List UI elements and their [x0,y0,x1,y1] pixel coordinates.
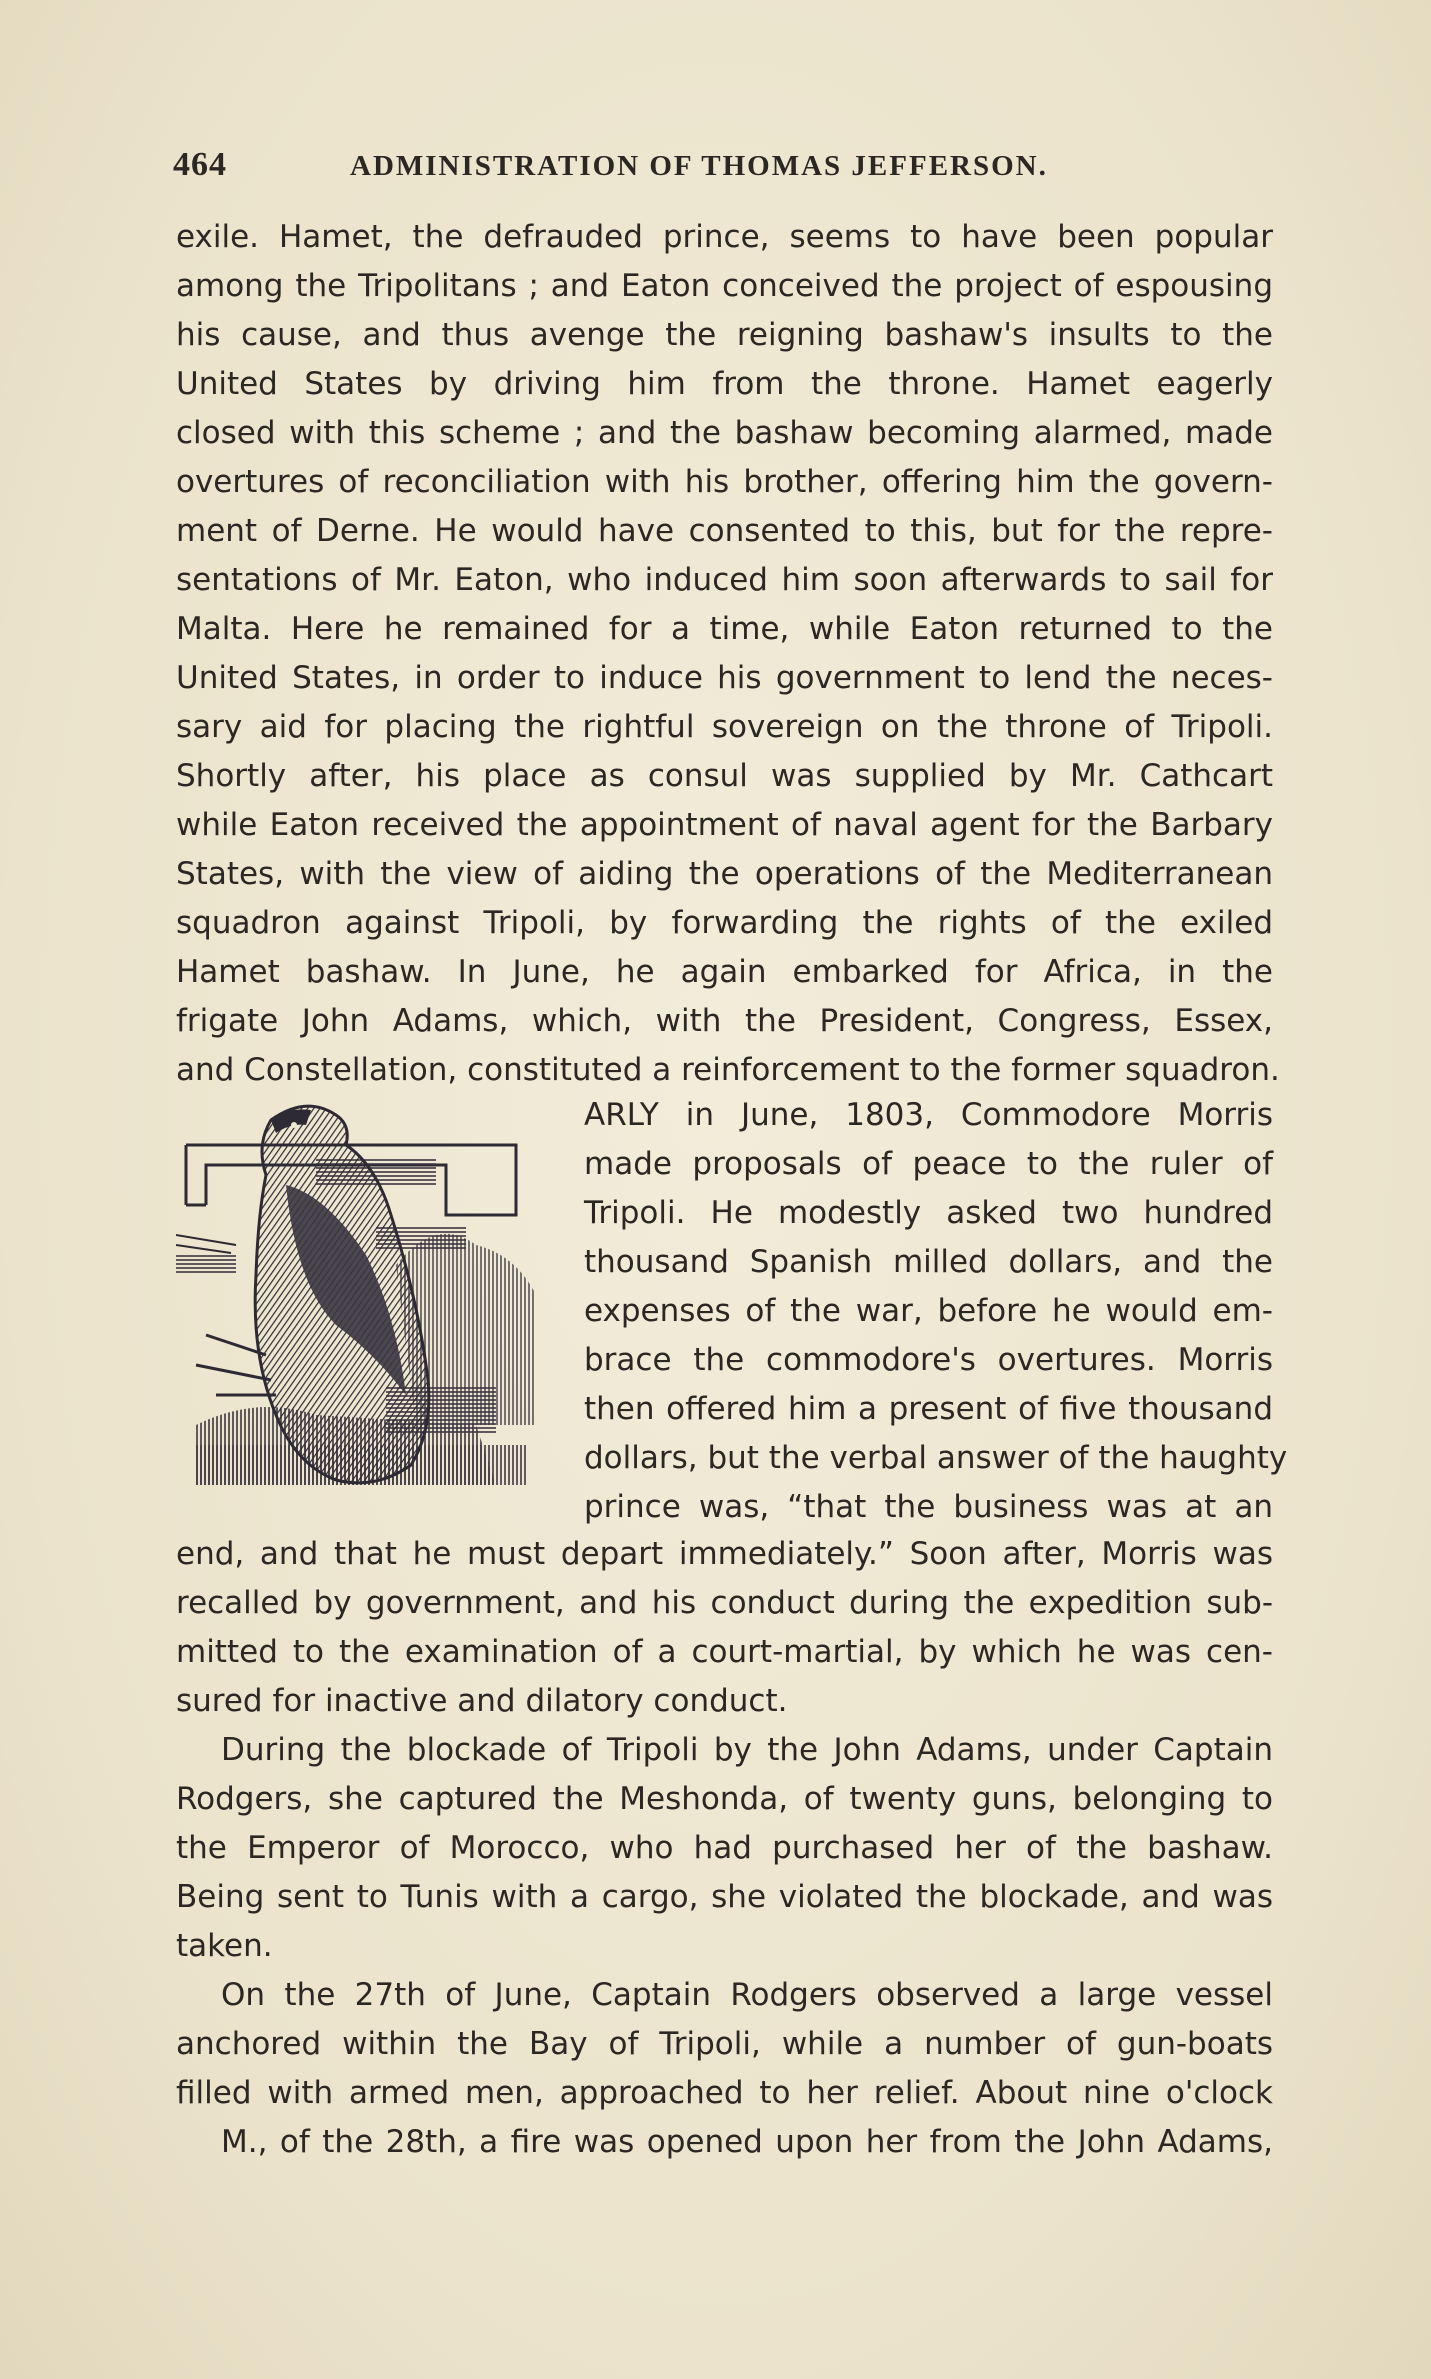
text-line: Being sent to Tunis with a cargo, she violated the blockade, and was [176,1879,1273,1915]
text-line: taken. [176,1928,273,1964]
text-line: Shortly after, his place as consul was supplied by Mr. Cathcart [176,758,1273,794]
page-number: 464 [173,146,227,183]
text-line: sary aid for placing the rightful sovereign on the throne of Tripoli. [176,709,1273,745]
text-line: then offered him a present of five thousand [584,1391,1273,1427]
text-line: brace the commodore's overtures. Morris [584,1342,1273,1378]
text-line: M., of the 28th, a fire was opened upon her from the John Adams, [221,2124,1273,2160]
text-line: recalled by government, and his conduct during the expedition sub- [176,1585,1273,1621]
text-line: thousand Spanish milled dollars, and the [584,1244,1273,1280]
text-line: expenses of the war, before he would em- [584,1293,1273,1329]
text-line: During the blockade of Tripoli by the John Adams, under Captain [221,1732,1273,1768]
text-line: United States by driving him from the throne. Hamet eagerly [176,366,1273,402]
paragraph-2-continued [176,1530,1273,1726]
eagle-engraving-icon [176,1095,561,1500]
text-line: exile. Hamet, the defrauded prince, seems to have been popular [176,219,1273,255]
page-header [173,146,1273,190]
paragraph-1 [176,213,1280,1095]
text-line: ment of Derne. He would have consented to this, but for the repre- [176,513,1273,549]
text-line: ARLY in June, 1803, Commodore Morris [584,1097,1273,1133]
text-line: Rodgers, she captured the Meshonda, of twenty guns, belonging to [176,1781,1273,1817]
text-line: United States, in order to induce his government to lend the neces- [176,660,1273,696]
text-line: overtures of reconciliation with his brother, offering him the govern- [176,464,1273,500]
text-line: while Eaton received the appointment of naval agent for the Barbary [176,807,1273,843]
text-line: Tripoli. He modestly asked two hundred [584,1195,1273,1231]
running-title: ADMINISTRATION OF THOMAS JEFFERSON. [350,150,1048,182]
text-line: On the 27th of June, Captain Rodgers observed a large vessel [221,1977,1273,2013]
text-line: and Constellation, constituted a reinforcement to the former squadron. [176,1052,1280,1088]
text-line: sured for inactive and dilatory conduct. [176,1683,788,1719]
paragraph-4 [176,1971,1273,2167]
text-line: prince was, “that the business was at an [584,1489,1273,1525]
text-line: his cause, and thus avenge the reigning bashaw's insults to the [176,317,1273,353]
text-line: squadron against Tripoli, by forwarding the rights of the exiled [176,905,1273,941]
text-line: Hamet bashaw. In June, he again embarked for Africa, in the [176,954,1273,990]
text-line: anchored within the Bay of Tripoli, while a number of gun-boats [176,2026,1273,2062]
text-line: sentations of Mr. Eaton, who induced him soon afterwards to sail for [176,562,1273,598]
text-line: Malta. Here he remained for a time, while Eaton returned to the [176,611,1273,647]
text-line: made proposals of peace to the ruler of [584,1146,1273,1182]
text-line: end, and that he must depart immediately.” Soon after, Morris was [176,1536,1273,1572]
text-line: closed with this scheme ; and the bashaw becoming alarmed, made [176,415,1273,451]
text-line: States, with the view of aiding the operations of the Mediterranean [176,856,1273,892]
eagle-dropcap-illustration [176,1095,561,1500]
paragraph-2-beside-figure [584,1091,1288,1532]
text-line: mitted to the examination of a court-martial, by which he was cen- [176,1634,1273,1670]
text-line: among the Tripolitans ; and Eaton conceived the project of espousing [176,268,1273,304]
paragraph-3 [176,1726,1273,1971]
text-line: filled with armed men, approached to her relief. About nine o'clock [176,2075,1273,2111]
text-line: dollars, but the verbal answer of the haughty [584,1440,1288,1476]
text-line: the Emperor of Morocco, who had purchased her of the bashaw. [176,1830,1273,1866]
text-line: frigate John Adams, which, with the President, Congress, Essex, [176,1003,1273,1039]
